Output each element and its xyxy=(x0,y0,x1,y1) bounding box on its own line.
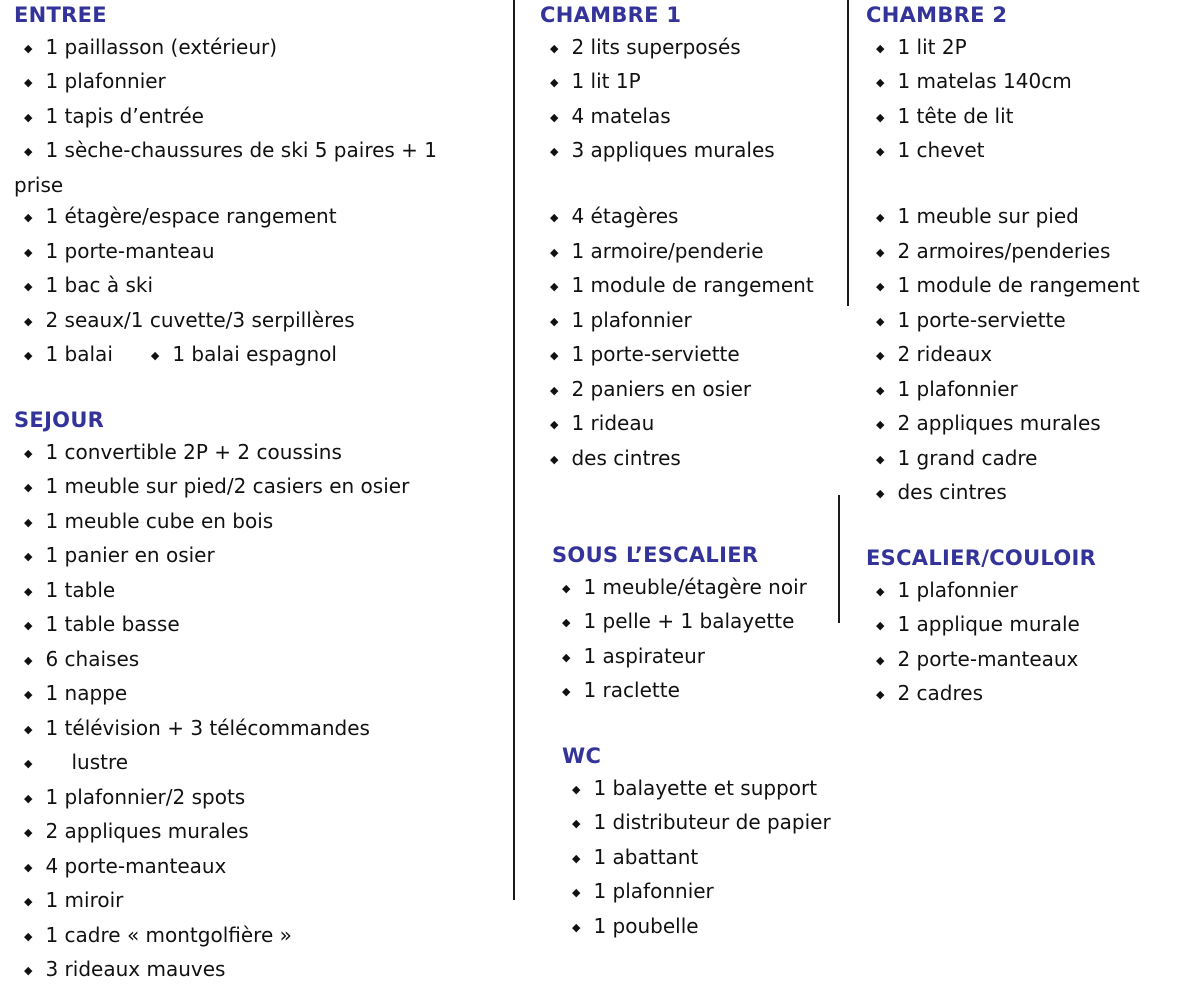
diamond-bullet-icon: ◆ xyxy=(876,584,885,598)
item-list xyxy=(540,32,846,509)
item-text: 1 plafonnier xyxy=(593,879,714,903)
item-text: 2 appliques murales xyxy=(45,819,249,843)
list-item xyxy=(14,32,506,67)
diamond-bullet-icon: ◆ xyxy=(550,314,559,328)
list-item xyxy=(562,842,846,877)
diamond-bullet-icon: ◆ xyxy=(24,245,33,259)
list-item xyxy=(540,270,846,305)
diamond-bullet-icon: ◆ xyxy=(876,211,885,224)
list-item xyxy=(866,443,1196,478)
section xyxy=(866,543,1196,713)
diamond-bullet-icon: ◆ xyxy=(24,722,33,736)
diamond-bullet-icon: ◆ xyxy=(876,76,885,89)
item-text: des cintres xyxy=(571,445,681,470)
item-list xyxy=(866,575,1196,713)
section-title: SEJOUR xyxy=(14,408,105,432)
list-item xyxy=(866,609,1196,644)
list-item xyxy=(866,305,1196,340)
diamond-bullet-icon: ◆ xyxy=(550,383,559,397)
item-text: 1 panier en osier xyxy=(45,543,215,567)
item-text: 1 porte-serviette xyxy=(571,342,740,366)
diamond-bullet-icon: ◆ xyxy=(24,314,33,328)
section-title: ENTREE xyxy=(14,3,107,27)
list-item xyxy=(14,236,506,271)
diamond-bullet-icon: ◆ xyxy=(876,280,885,293)
diamond-bullet-icon: ◆ xyxy=(562,581,571,595)
list-item xyxy=(14,305,506,340)
section xyxy=(14,405,506,989)
item-text: 1 sèche-chaussures de ski 5 paires + 1 xyxy=(45,138,438,162)
diamond-bullet-icon: ◆ xyxy=(876,452,885,466)
list-item xyxy=(14,201,506,236)
list-item xyxy=(14,644,506,679)
escalier-divider-vertical xyxy=(838,495,840,623)
item-text: 1 meuble cube en bois xyxy=(45,508,274,533)
diamond-bullet-icon: ◆ xyxy=(24,584,33,598)
item-text: 1 raclette xyxy=(583,678,680,702)
list-item xyxy=(540,66,846,101)
item-text: 4 matelas xyxy=(571,103,671,128)
list-item xyxy=(14,747,506,782)
list-item xyxy=(866,644,1196,679)
diamond-bullet-icon: ◆ xyxy=(24,860,33,874)
item-text: 1 porte-manteau xyxy=(45,238,215,263)
diamond-bullet-icon: ◆ xyxy=(24,446,33,460)
diamond-bullet-icon: ◆ xyxy=(550,349,559,362)
item-text: 1 lit 1P xyxy=(571,69,641,93)
list-item xyxy=(540,101,846,136)
item-text: 1 cadre « montgolfière » xyxy=(45,922,292,947)
list-item xyxy=(14,851,506,886)
diamond-bullet-icon: ◆ xyxy=(24,550,33,563)
section xyxy=(14,0,506,374)
list-item xyxy=(562,807,846,842)
list-item xyxy=(14,816,506,851)
list-item xyxy=(14,609,506,644)
item-text: 2 rideaux xyxy=(897,342,993,366)
diamond-bullet-icon: ◆ xyxy=(876,145,885,158)
blank-row xyxy=(540,170,846,202)
diamond-bullet-icon: ◆ xyxy=(24,76,33,89)
diamond-bullet-icon: ◆ xyxy=(24,964,33,977)
section xyxy=(562,741,846,945)
item-list xyxy=(14,32,506,374)
list-item xyxy=(540,305,846,340)
diamond-bullet-icon: ◆ xyxy=(24,653,33,667)
item-text: 6 chaises xyxy=(45,646,140,671)
section xyxy=(552,540,846,710)
item-text: 1 étagère/espace rangement xyxy=(45,204,337,228)
list-item xyxy=(14,678,506,713)
diamond-bullet-icon: ◆ xyxy=(550,245,559,259)
item-text: 1 balayette et support xyxy=(593,775,818,800)
diamond-bullet-icon: ◆ xyxy=(572,851,581,865)
list-item xyxy=(866,408,1196,443)
diamond-bullet-icon: ◆ xyxy=(876,110,885,124)
diamond-bullet-icon: ◆ xyxy=(24,757,33,770)
diamond-bullet-icon: ◆ xyxy=(572,817,581,830)
section-title: CHAMBRE 1 xyxy=(540,3,682,27)
item-text: 1 lit 2P xyxy=(897,34,967,59)
diamond-bullet-icon: ◆ xyxy=(24,895,33,908)
list-item xyxy=(562,911,846,946)
list-item xyxy=(866,66,1196,101)
chambre-divider-vertical xyxy=(847,0,849,306)
list-item xyxy=(552,675,846,710)
diamond-bullet-icon: ◆ xyxy=(550,452,559,466)
diamond-bullet-icon: ◆ xyxy=(550,211,559,224)
item-text: des cintres xyxy=(897,480,1007,504)
item-text: 1 paillasson (extérieur) xyxy=(45,34,278,59)
list-item xyxy=(14,101,506,136)
item-text: 1 table basse xyxy=(45,612,180,636)
continuation-line: prise xyxy=(14,172,64,197)
diamond-bullet-icon: ◆ xyxy=(24,280,33,293)
item-text: 1 armoire/penderie xyxy=(571,238,764,263)
diamond-bullet-icon: ◆ xyxy=(24,929,33,943)
list-item xyxy=(540,339,846,374)
column-left xyxy=(14,0,506,989)
list-item xyxy=(14,575,506,610)
item-text: 1 télévision + 3 télécommandes xyxy=(45,715,370,740)
item-text: 1 plafonnier xyxy=(45,69,166,93)
item-text: 1 chevet xyxy=(897,138,985,162)
list-item xyxy=(540,135,846,170)
section xyxy=(540,0,846,509)
item-text: 1 tapis d’entrée xyxy=(45,103,204,128)
item-text: 1 nappe xyxy=(45,681,128,705)
item-text: 1 miroir xyxy=(45,888,124,912)
item-text: 4 étagères xyxy=(571,204,679,228)
section-title: WC xyxy=(562,744,602,768)
item-text: 1 distributeur de papier xyxy=(593,810,831,834)
item-text: 1 plafonnier xyxy=(571,307,692,332)
diamond-bullet-icon: ◆ xyxy=(24,515,33,529)
list-item xyxy=(14,339,506,374)
item-text: 1 meuble sur pied xyxy=(897,204,1079,228)
section-title: SOUS L’ESCALIER xyxy=(552,543,759,567)
diamond-bullet-icon: ◆ xyxy=(24,41,33,55)
diamond-bullet-icon: ◆ xyxy=(562,685,571,698)
list-item xyxy=(866,270,1196,305)
item-text: 1 table xyxy=(45,577,116,602)
diamond-bullet-icon: ◆ xyxy=(572,886,581,899)
diamond-bullet-icon: ◆ xyxy=(550,110,559,124)
item-text: 1 rideau xyxy=(571,411,655,435)
list-item xyxy=(14,506,506,541)
list-item xyxy=(562,773,846,808)
item-text: 1 module de rangement xyxy=(897,273,1140,297)
list-item xyxy=(552,606,846,641)
blank-row xyxy=(866,170,1196,202)
list-item xyxy=(14,471,506,506)
item-text: 1 matelas 140cm xyxy=(897,69,1072,93)
list-item xyxy=(866,201,1196,236)
diamond-bullet-icon: ◆ xyxy=(24,481,33,494)
diamond-bullet-icon: ◆ xyxy=(550,41,559,55)
item-text: 1 plafonnier/2 spots xyxy=(45,784,246,809)
item-text: 1 plafonnier xyxy=(897,577,1018,602)
diamond-bullet-icon: ◆ xyxy=(876,383,885,397)
item-text: 1 meuble sur pied/2 casiers en osier xyxy=(45,474,410,498)
diamond-bullet-icon: ◆ xyxy=(550,145,559,158)
diamond-bullet-icon: ◆ xyxy=(24,349,33,362)
blank-row xyxy=(540,477,846,509)
section-title: CHAMBRE 2 xyxy=(866,3,1008,27)
item-text: 2 armoires/penderies xyxy=(897,238,1111,263)
item-text: 3 rideaux mauves xyxy=(45,957,226,981)
item-text: 1 module de rangement xyxy=(571,273,814,297)
item-list xyxy=(866,32,1196,512)
diamond-bullet-icon: ◆ xyxy=(876,418,885,431)
diamond-bullet-icon: ◆ xyxy=(24,110,33,124)
item-text: 1 abattant xyxy=(593,844,699,869)
list-item xyxy=(552,572,846,607)
list-item xyxy=(540,443,846,478)
diamond-bullet-icon: ◆ xyxy=(876,245,885,259)
list-item xyxy=(552,641,846,676)
list-item xyxy=(14,954,506,989)
item-text: 1 grand cadre xyxy=(897,445,1038,470)
item-list xyxy=(552,572,846,710)
diamond-bullet-icon: ◆ xyxy=(550,418,559,431)
list-item xyxy=(14,135,506,170)
diamond-bullet-icon: ◆ xyxy=(24,791,33,805)
item-text: 2 cadres xyxy=(897,681,984,705)
list-item xyxy=(866,678,1196,713)
diamond-bullet-icon: ◆ xyxy=(562,650,571,664)
item-text: 3 appliques murales xyxy=(571,138,775,162)
item-text: 1 poubelle xyxy=(593,913,699,938)
list-item xyxy=(14,885,506,920)
item-text: 2 lits superposés xyxy=(571,34,741,59)
item-text: 2 paniers en osier xyxy=(571,376,752,401)
list-item xyxy=(14,437,506,472)
list-item xyxy=(562,876,846,911)
list-item xyxy=(866,101,1196,136)
diamond-bullet-icon: ◆ xyxy=(550,280,559,293)
diamond-bullet-icon: ◆ xyxy=(24,826,33,839)
item-text: 1 balai xyxy=(45,342,113,366)
list-item xyxy=(540,408,846,443)
diamond-bullet-icon: ◆ xyxy=(572,782,581,796)
diamond-bullet-icon: ◆ xyxy=(572,920,581,934)
item-text: 1 pelle + 1 balayette xyxy=(583,609,795,633)
column-right xyxy=(866,0,1196,713)
item-second-text: 1 balai espagnol xyxy=(172,342,337,366)
diamond-bullet-icon: ◆ xyxy=(876,487,885,500)
list-item xyxy=(540,201,846,236)
item-text: 4 porte-manteaux xyxy=(45,853,227,878)
column-middle xyxy=(540,0,846,945)
list-item xyxy=(14,540,506,575)
item-text: 1 convertible 2P + 2 coussins xyxy=(45,439,342,464)
list-item xyxy=(866,339,1196,374)
item-text: 2 appliques murales xyxy=(897,411,1101,435)
item-text: 1 bac à ski xyxy=(45,273,154,297)
list-item xyxy=(14,66,506,101)
list-item xyxy=(866,135,1196,170)
item-text: 1 applique murale xyxy=(897,612,1080,636)
item-text: 1 aspirateur xyxy=(583,643,706,668)
list-item xyxy=(866,236,1196,271)
diamond-bullet-icon: ◆ xyxy=(24,688,33,701)
item-text: 1 porte-serviette xyxy=(897,307,1066,332)
item-text: 1 plafonnier xyxy=(897,376,1018,401)
diamond-bullet-icon: ◆ xyxy=(876,653,885,667)
item-text: lustre xyxy=(71,750,129,774)
section xyxy=(866,0,1196,512)
list-item xyxy=(14,270,506,305)
item-list xyxy=(562,773,846,946)
diamond-bullet-icon: ◆ xyxy=(150,349,160,362)
item-text: 1 meuble/étagère noir xyxy=(583,574,807,599)
list-item xyxy=(14,713,506,748)
column-divider-vertical xyxy=(513,0,515,900)
diamond-bullet-icon: ◆ xyxy=(876,688,885,701)
list-item xyxy=(866,477,1196,512)
list-item xyxy=(540,32,846,67)
diamond-bullet-icon: ◆ xyxy=(24,211,33,224)
list-item xyxy=(14,920,506,955)
item-text: 1 tête de lit xyxy=(897,103,1014,128)
diamond-bullet-icon: ◆ xyxy=(550,76,559,89)
list-item xyxy=(540,374,846,409)
diamond-bullet-icon: ◆ xyxy=(24,619,33,632)
list-item xyxy=(866,575,1196,610)
item-list xyxy=(14,437,506,989)
item-text: 2 porte-manteaux xyxy=(897,646,1079,671)
diamond-bullet-icon: ◆ xyxy=(876,349,885,362)
item-text: 2 seaux/1 cuvette/3 serpillères xyxy=(45,307,355,332)
diamond-bullet-icon: ◆ xyxy=(876,619,885,632)
section-title: ESCALIER/COULOIR xyxy=(866,546,1097,570)
list-item xyxy=(540,236,846,271)
diamond-bullet-icon: ◆ xyxy=(562,616,571,629)
list-item xyxy=(14,782,506,817)
diamond-bullet-icon: ◆ xyxy=(876,41,885,55)
list-item xyxy=(866,32,1196,67)
list-item xyxy=(866,374,1196,409)
diamond-bullet-icon: ◆ xyxy=(876,314,885,328)
diamond-bullet-icon: ◆ xyxy=(24,145,33,158)
